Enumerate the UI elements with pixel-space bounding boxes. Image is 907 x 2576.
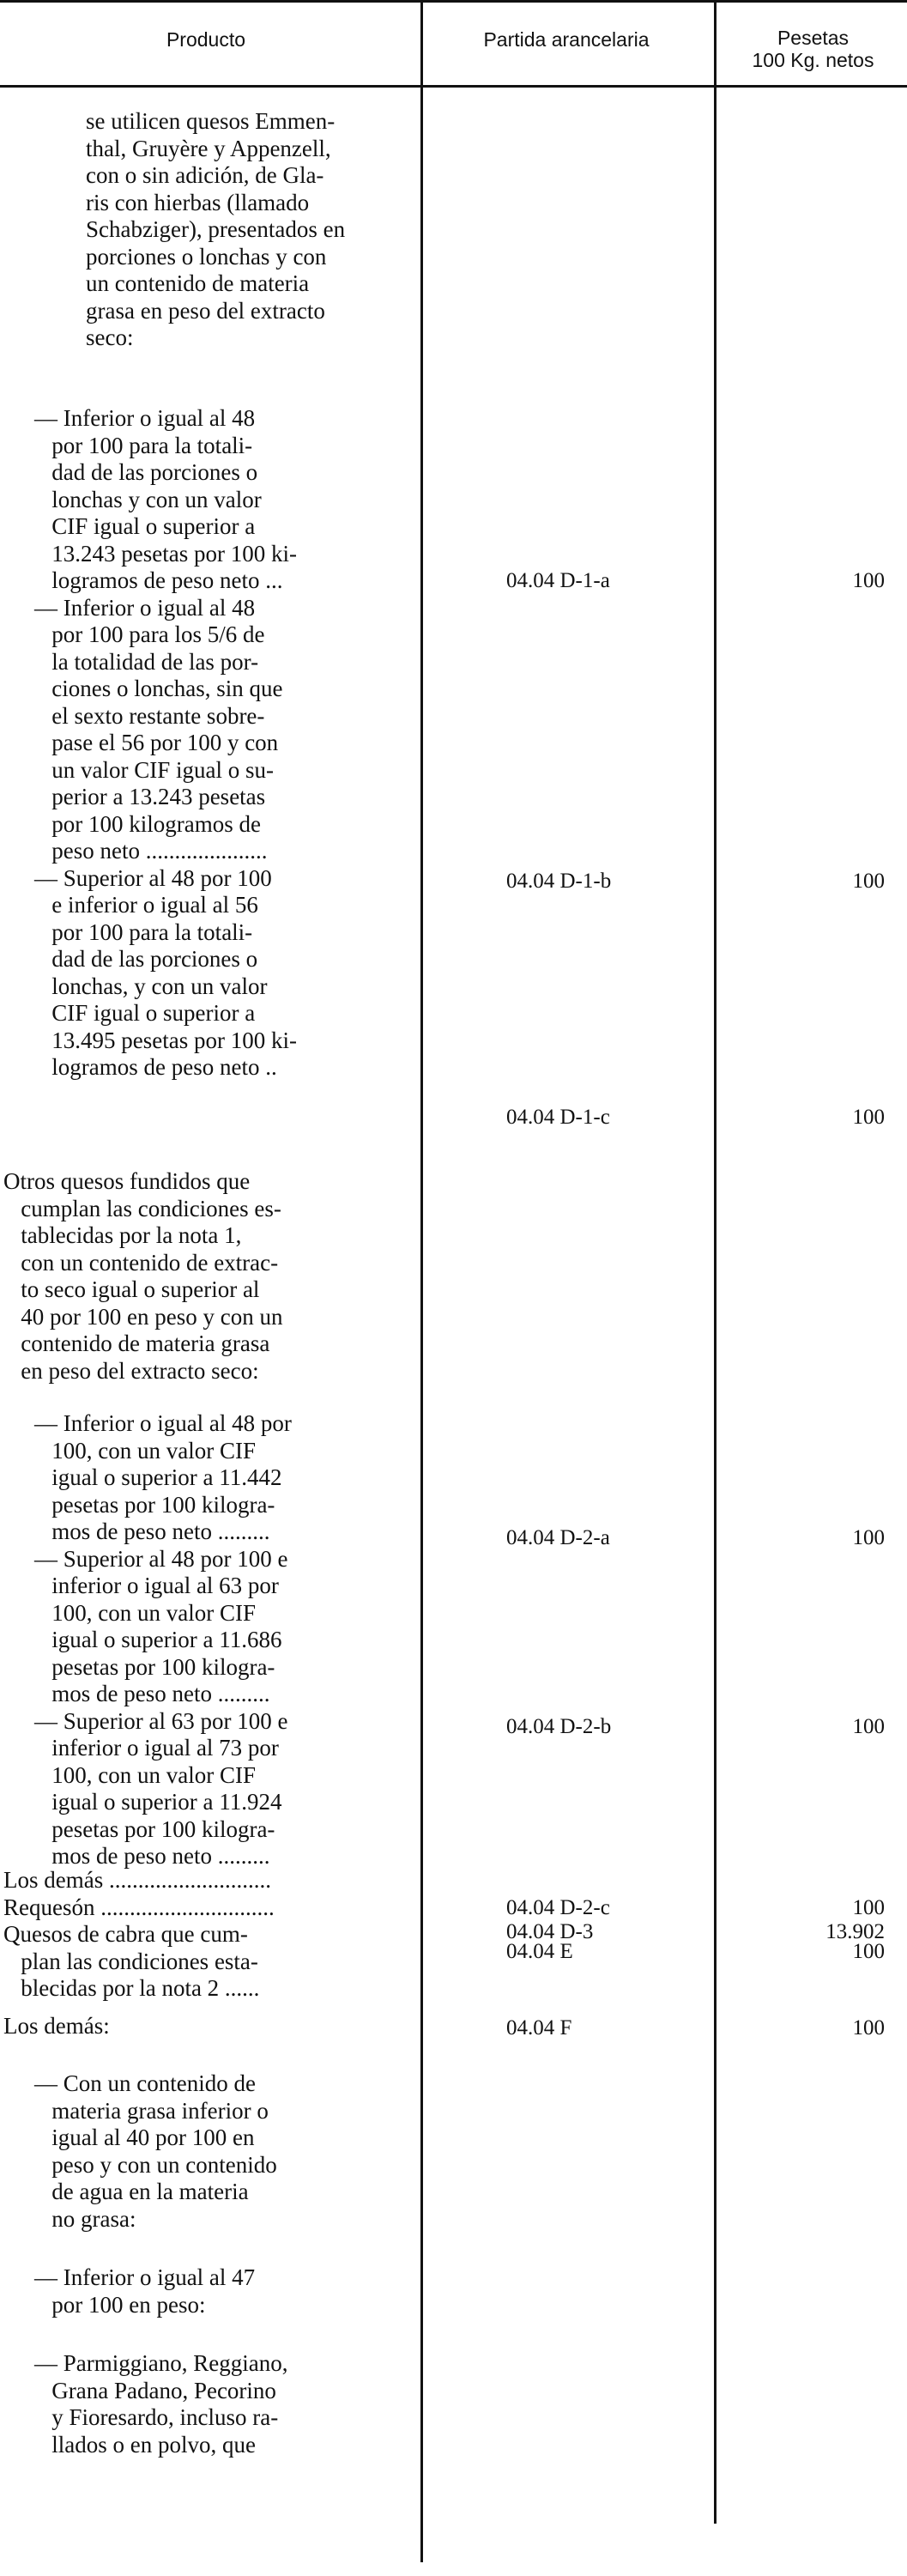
product-text-line: igual o superior a 11.442 (34, 1464, 282, 1490)
product-text-line: por 100 para la totali- (34, 918, 253, 945)
header-partida: Partida arancelaria (483, 28, 650, 51)
product-text-line: peso y con un contenido (34, 2151, 277, 2178)
tariff-code: 04.04 D-3 (506, 1920, 594, 1943)
product-text-line: grasa en peso del extracto (86, 297, 325, 324)
pesetas-value: 100 (852, 1940, 885, 1963)
product-text-line: ciones o lonchas, sin que (34, 676, 283, 701)
product-text-line: CIF igual o superior a (34, 1000, 256, 1026)
product-text-line: — Inferior o igual al 47 (34, 2264, 256, 2290)
product-text-line: materia grasa inferior o (34, 2097, 269, 2124)
product-text-line: porciones o lonchas y con (86, 243, 327, 270)
product-text-line: e inferior o igual al 56 (34, 892, 258, 918)
product-text-line: — Inferior o igual al 48 por (34, 1410, 292, 1436)
product-text-line: thal, Gruyère y Appenzell, (86, 135, 331, 161)
column-divider-2 (714, 0, 717, 2524)
product-text-line: igual al 40 por 100 en (34, 2124, 255, 2150)
header-pesetas: Pesetas (777, 27, 850, 49)
product-text-line: logramos de peso neto ... (34, 567, 283, 593)
product-text-line: 100, con un valor CIF (34, 1437, 256, 1464)
product-text-line: — Con un contenido de (34, 2070, 256, 2096)
product-text-line: con o sin adición, de Gla- (86, 162, 324, 188)
tariff-code: 04.04 D-2-a (506, 1526, 610, 1549)
product-text-line: pesetas por 100 kilogra- (34, 1815, 275, 1842)
product-text-line: se utilicen quesos Emmen- (86, 108, 336, 134)
product-text-line: mos de peso neto ......... (34, 1843, 270, 1869)
tariff-code: 04.04 E (506, 1940, 573, 1963)
product-text-line: la totalidad de las por- (34, 648, 259, 675)
product-text-line: Grana Padano, Pecorino (34, 2377, 276, 2403)
pesetas-value: 100 (852, 569, 885, 592)
product-text-line: plan las condiciones esta- (3, 1948, 258, 1974)
product-text-line: mos de peso neto ......... (34, 1681, 270, 1706)
header-producto: Producto (166, 28, 246, 51)
product-text-line: por 100 para los 5/6 de (34, 621, 265, 647)
product-text-line: pase el 56 por 100 y con (34, 730, 279, 755)
product-text-line: CIF igual o superior a (34, 513, 256, 539)
tariff-code: 04.04 D-1-b (506, 870, 612, 893)
pesetas-value: 100 (852, 870, 885, 893)
product-text-line: el sexto restante sobre- (34, 702, 265, 729)
product-text-line: — Parmiggiano, Reggiano, (34, 2350, 288, 2376)
product-text-line: igual o superior a 11.924 (34, 1789, 282, 1815)
product-text-line: llados o en polvo, que (34, 2431, 256, 2458)
product-text-line: tablecidas por la nota 1, (3, 1222, 242, 1248)
table-header (0, 0, 907, 88)
product-text-line: lonchas y con un valor (34, 486, 262, 512)
product-text-line: mos de peso neto ......... (34, 1518, 270, 1544)
product-text-line: Schabziger), presentados en (86, 216, 346, 242)
product-text-line: contenido de materia grasa (3, 1330, 270, 1356)
pesetas-value: 100 (852, 1715, 885, 1738)
product-text-line: no grasa: (34, 2205, 136, 2232)
product-text-line: lonchas, y con un valor (34, 973, 268, 999)
tariff-code: 04.04 D-2-b (506, 1715, 612, 1738)
product-text-line: — Inferior o igual al 48 (34, 594, 256, 621)
product-text-line: dad de las porciones o (34, 946, 258, 972)
product-text-line: por 100 para la totali- (34, 432, 253, 458)
product-text-line: 40 por 100 en peso y con un (3, 1303, 283, 1330)
product-text-line: cumplan las condiciones es- (3, 1195, 281, 1221)
product-text-line: un valor CIF igual o su- (34, 756, 274, 783)
header-pesetas-unit: 100 Kg. netos (752, 49, 874, 71)
product-text-line: pesetas por 100 kilogra- (34, 1491, 275, 1518)
product-text-line: 100, con un valor CIF (34, 1761, 256, 1788)
product-text-line: 13.243 pesetas por 100 ki- (34, 540, 297, 567)
product-text-line: en peso del extracto seco: (3, 1357, 259, 1384)
product-text-line: por 100 kilogramos de (34, 810, 261, 837)
product-text-line: — Inferior o igual al 48 (34, 405, 256, 431)
product-text-line: — Superior al 48 por 100 (34, 864, 272, 891)
product-text-line: — Superior al 48 por 100 e (34, 1545, 288, 1572)
product-text-line: 13.495 pesetas por 100 ki- (34, 1027, 297, 1053)
product-text-line: Requesón .............................. (3, 1894, 275, 1920)
tariff-code: 04.04 D-1-a (506, 569, 610, 592)
product-text-line: peso neto ..................... (34, 838, 268, 864)
pesetas-value: 13.902 (825, 1920, 885, 1943)
product-text-line: dad de las porciones o (34, 459, 258, 485)
product-text-line: con un contenido de extrac- (3, 1249, 279, 1276)
product-text-line: pesetas por 100 kilogra- (34, 1653, 275, 1680)
product-text-line: de agua en la materia (34, 2179, 249, 2204)
product-text-line: seco: (86, 324, 134, 350)
product-text-line: un contenido de materia (86, 270, 310, 296)
pesetas-value: 100 (852, 1896, 885, 1919)
column-divider-1 (420, 0, 423, 2562)
product-text-line: 100, con un valor CIF (34, 1599, 256, 1626)
product-text-line: Los demás ............................ (3, 1867, 271, 1893)
product-text-line: inferior o igual al 73 por (34, 1735, 279, 1761)
pesetas-value: 100 (852, 2016, 885, 2040)
product-text-line: por 100 en peso: (34, 2291, 206, 2318)
pesetas-value: 100 (852, 1526, 885, 1549)
product-text-line: inferior o igual al 63 por (34, 1573, 279, 1598)
product-text-line: blecidas por la nota 2 ...... (3, 1975, 260, 2001)
product-text-line: Otros quesos fundidos que (3, 1168, 251, 1194)
product-text-line: to seco igual o superior al (3, 1276, 260, 1302)
product-text-line: ris con hierbas (llamado (86, 189, 310, 215)
product-text-line: Los demás: (3, 2013, 110, 2039)
tariff-code: 04.04 F (506, 2016, 572, 2040)
product-text-line: Quesos de cabra que cum- (3, 1921, 248, 1947)
product-text-line: y Fioresardo, incluso ra- (34, 2404, 279, 2430)
tariff-code: 04.04 D-2-c (506, 1896, 610, 1919)
pesetas-value: 100 (852, 1106, 885, 1129)
product-text-line: logramos de peso neto .. (34, 1054, 277, 1080)
product-text-line: — Superior al 63 por 100 e (34, 1707, 288, 1734)
product-text-line: perior a 13.243 pesetas (34, 784, 266, 809)
product-text-line: igual o superior a 11.686 (34, 1627, 282, 1652)
tariff-code: 04.04 D-1-c (506, 1106, 610, 1129)
